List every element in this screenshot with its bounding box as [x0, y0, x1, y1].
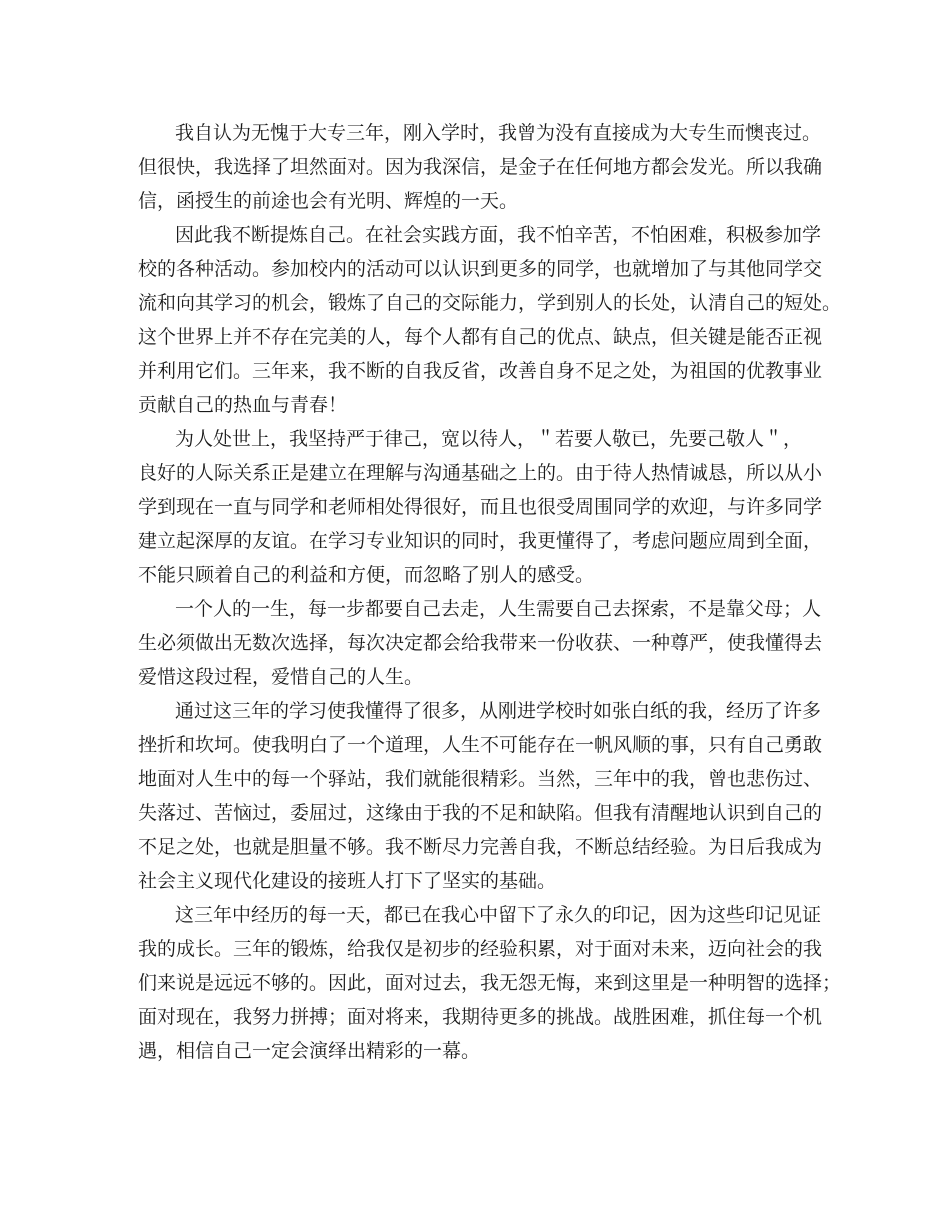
paragraph-5 — [0, 694, 950, 898]
text-line: 这三年中经历的每一天，都已在我心中留下了永久的印记，因为这些印记见证 — [175, 904, 822, 926]
text-line: 面对现在，我努力拼搏；面对将来，我期待更多的挑战。战胜困难，抓住每一个机 — [138, 1006, 823, 1028]
text-line: 因此我不断提炼自己。在社会实践方面，我不怕辛苦，不怕困难，积极参加学 — [175, 224, 822, 246]
text-line: 但很快，我选择了坦然面对。因为我深信，是金子在任何地方都会发光。所以我确 — [138, 156, 823, 178]
text-line: 贡献自己的热血与青春！ — [138, 394, 348, 416]
text-line: 遇，相信自己一定会演绎出精彩的一幕。 — [138, 1040, 481, 1062]
paragraph-4 — [0, 592, 950, 694]
text-line: 信，函授生的前途也会有光明、辉煌的一天。 — [138, 190, 519, 212]
text-line: 挫折和坎坷。使我明白了一个道理，人生不可能存在一帆风顺的事，只有自己勇敢 — [138, 734, 823, 756]
text-line: 为人处世上，我坚持严于律己，宽以待人，＂若要人敬已，先要己敬人＂， — [175, 428, 803, 450]
paragraph-2 — [0, 218, 950, 422]
text-line: 并利用它们。三年来，我不断的自我反省，改善自身不足之处，为祖国的优教事业 — [138, 360, 823, 382]
text-line: 流和向其学习的机会，锻炼了自己的交际能力，学到别人的长处，认清自己的短处。 — [138, 292, 842, 314]
document-body — [0, 116, 950, 1068]
text-line: 建立起深厚的友谊。在学习专业知识的同时，我更懂得了，考虑问题应周到全面， — [138, 530, 823, 552]
text-line: 生必须做出无数次选择，每次决定都会给我带来一份收获、一种尊严，使我懂得去 — [138, 632, 823, 654]
text-line: 良好的人际关系正是建立在理解与沟通基础之上的。由于待人热情诚恳，所以从小 — [138, 462, 823, 484]
paragraph-6 — [0, 898, 950, 1068]
text-line: 不足之处，也就是胆量不够。我不断尽力完善自我，不断总结经验。为日后我成为 — [138, 836, 823, 858]
paragraph-1 — [0, 116, 950, 218]
text-line: 爱惜这段过程，爱惜自己的人生。 — [138, 666, 424, 688]
text-line: 我的成长。三年的锻炼，给我仅是初步的经验积累，对于面对未来，迈向社会的我 — [138, 938, 823, 960]
text-line: 学到现在一直与同学和老师相处得很好，而且也很受周围同学的欢迎，与许多同学 — [138, 496, 823, 518]
text-line: 一个人的一生，每一步都要自己去走，人生需要自己去探索，不是靠父母；人 — [175, 598, 822, 620]
text-line: 我自认为无愧于大专三年，刚入学时，我曾为没有直接成为大专生而懊丧过。 — [175, 122, 822, 144]
text-line: 们来说是远远不够的。因此，面对过去，我无怨无悔，来到这里是一种明智的选择； — [138, 972, 842, 994]
text-line: 社会主义现代化建设的接班人打下了坚实的基础。 — [138, 870, 557, 892]
text-line: 地面对人生中的每一个驿站，我们就能很精彩。当然，三年中的我，曾也悲伤过、 — [138, 768, 823, 790]
text-line: 失落过、苦恼过，委屈过，这缘由于我的不足和缺陷。但我有清醒地认识到自己的 — [138, 802, 823, 824]
text-line: 不能只顾着自己的利益和方便，而忽略了别人的感受。 — [138, 564, 595, 586]
paragraph-3 — [0, 422, 950, 592]
text-line: 通过这三年的学习使我懂得了很多，从刚进学校时如张白纸的我，经历了许多 — [175, 700, 822, 722]
text-line: 这个世界上并不存在完美的人，每个人都有自己的优点、缺点，但关键是能否正视 — [138, 326, 823, 348]
text-line: 校的各种活动。参加校内的活动可以认识到更多的同学，也就增加了与其他同学交 — [138, 258, 823, 280]
